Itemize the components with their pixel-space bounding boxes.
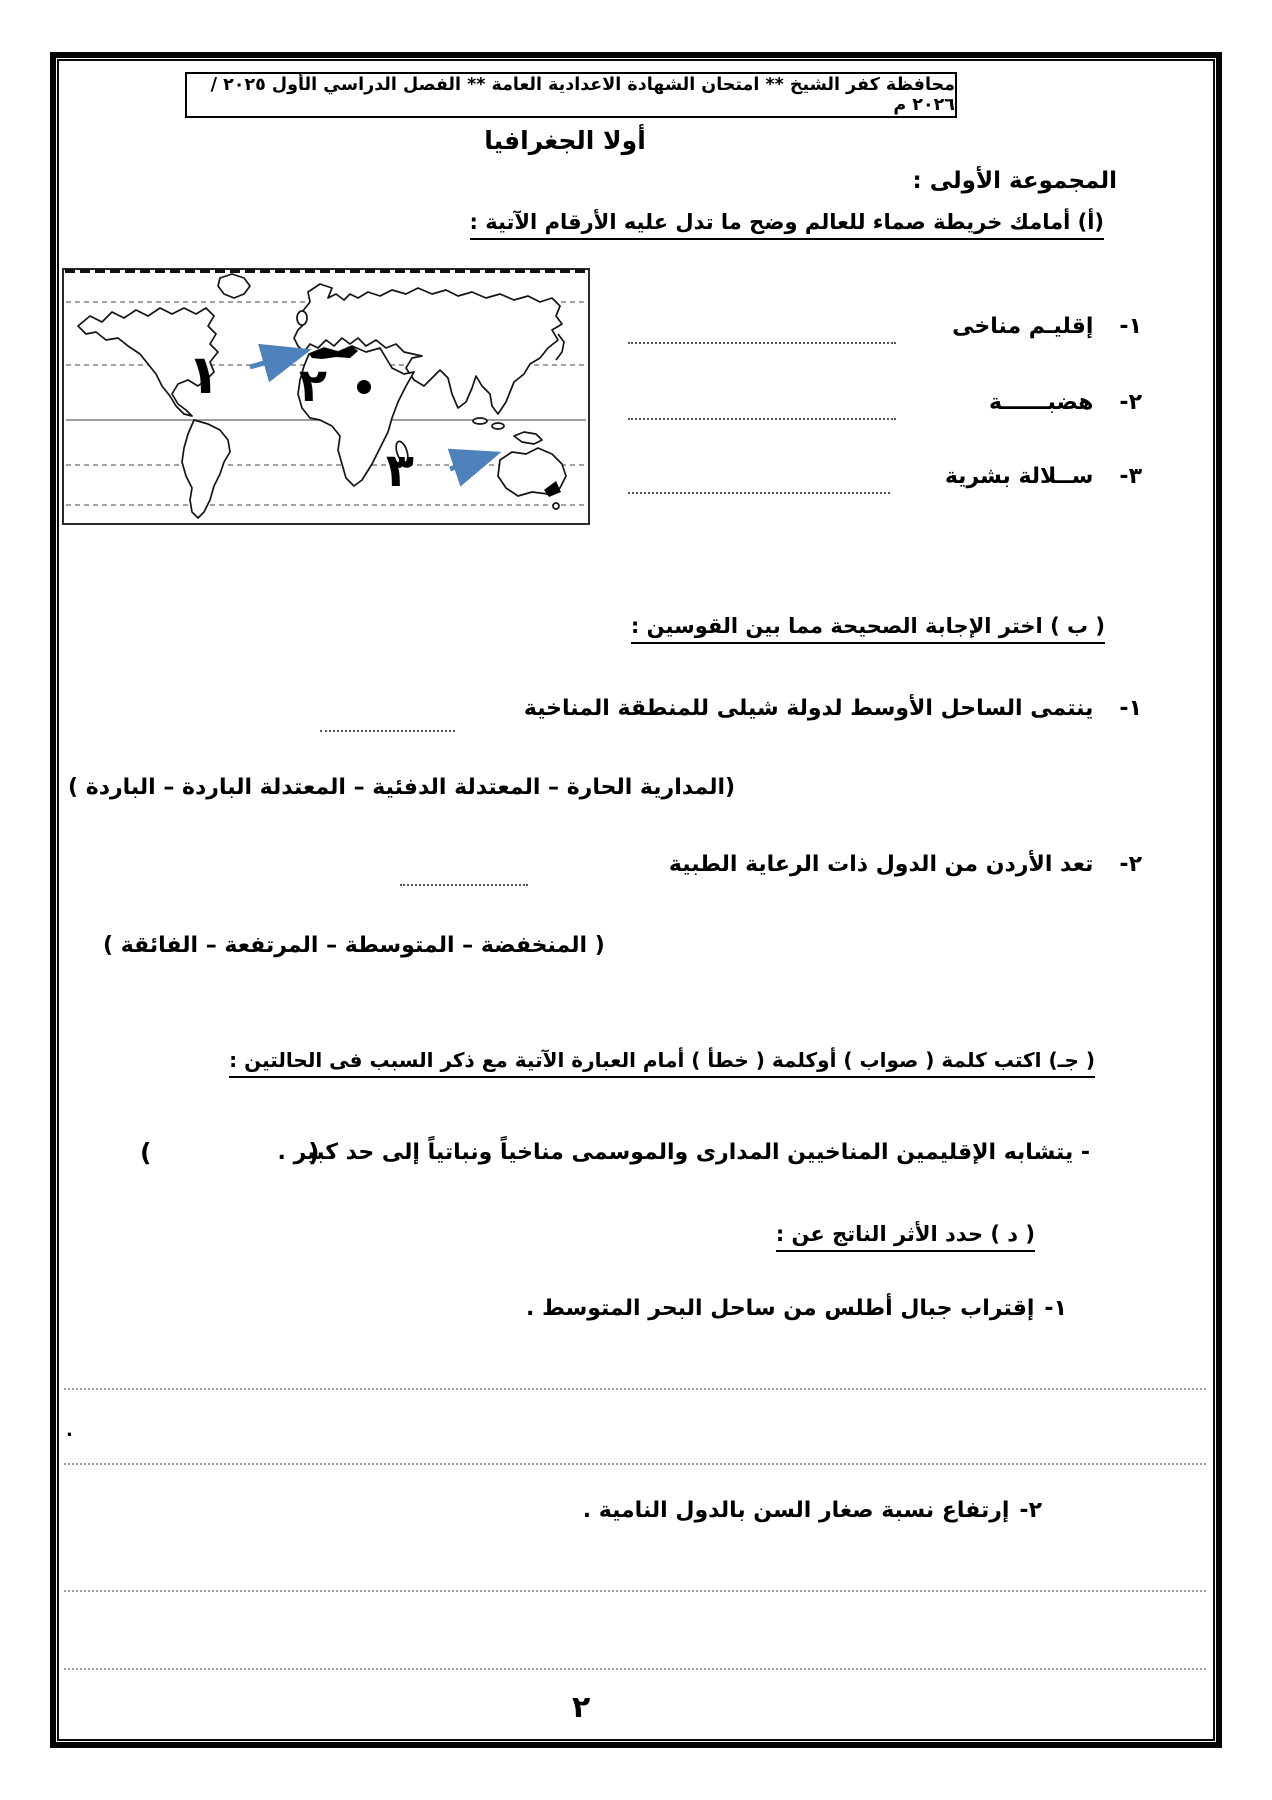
d-answer-line-2 [64,1463,1206,1465]
a-item-3-label: ســلالة بشرية [944,464,1094,489]
map-marker-3: ٣ [385,443,414,497]
b-question-2-options: ( المنخفضة – المتوسطة – المرتفعة – الفائقة ) [103,933,605,958]
map-marker-2: ٢ [298,358,327,412]
page-number: ٢ [572,1690,591,1725]
exam-header-text: محافظة كفر الشيخ ** امتحان الشهادة الاعدادية العامة ** الفصل الدراسي الأول ٢٠٢٥ / ٢٠٢٦ م [210,75,955,115]
d-answer-line-1 [64,1388,1206,1390]
a-item-1-num: ١- [1119,314,1142,339]
d-question-1-num: ١- [1044,1296,1067,1321]
uk-island [297,311,307,325]
d-question-1-text: إقتراب جبال أطلس من ساحل البحر المتوسط . [526,1296,1035,1321]
b-question-2-num: ٢- [1119,852,1142,877]
b-question-1-answer-blank [320,712,455,732]
b-question-2-text: تعد الأردن من الدول ذات الرعاية الطبية [668,852,1094,877]
c-answer-brackets: ( ) [140,1138,320,1167]
b-question-1-num: ١- [1119,696,1142,721]
stray-period: . [66,1420,73,1441]
a-item-3 [945,464,1142,489]
d-answer-line-4 [64,1668,1206,1670]
section-b-heading: ( ب ) اختر الإجابة الصحيحة مما بين القوسين : [631,614,1105,644]
exam-header-box [185,72,957,118]
a-item-1-answer-blank [628,324,896,344]
section-a-heading: (أ) أمامك خريطة صماء للعالم وضح ما تدل عليه الأرقام الآتية : [470,210,1104,240]
b-question-1-options: (المدارية الحارة – المعتدلة الدفئية – المعتدلة الباردة – الباردة ) [68,775,736,800]
a-item-2 [989,390,1142,415]
d-question-1 [526,1296,1067,1321]
a-item-2-num: ٢- [1119,390,1142,415]
map-location-dot [357,380,371,394]
a-item-2-answer-blank [628,400,896,420]
b-question-1-text: ينتمى الساحل الأوسط لدولة شيلى للمنطقة المناخية [523,696,1094,721]
world-map [62,268,590,525]
b-question-2 [669,852,1142,877]
a-item-1 [952,314,1142,339]
indonesia-island-2 [492,423,504,429]
d-answer-line-3 [64,1590,1206,1592]
indonesia-island-1 [473,418,487,424]
a-item-3-answer-blank [628,474,890,494]
section-c-heading: ( جـ) اكتب كلمة ( صواب ) أوكلمة ( خطأ ) أمام العبارة الآتية مع ذكر السبب فى الحالتين : [229,1048,1095,1078]
b-question-1 [524,696,1142,721]
a-item-3-num: ٣- [1119,464,1142,489]
c-statement: - يتشابه الإقليمين المناخيين المدارى والموسمى مناخياً ونباتياً إلى حد كبير . [277,1140,1090,1165]
b-question-2-answer-blank [400,866,528,886]
map-marker-1: ١ [187,343,220,406]
subject-title: أولا الجغرافيا [484,126,646,155]
d-question-2-num: ٢- [1019,1498,1042,1523]
a-item-2-label: هضبــــــة [989,390,1094,415]
tasmania-island [553,503,559,509]
a-item-1-label: إقليـم مناخى [952,314,1094,339]
section-d-heading: ( د ) حدد الأثر الناتج عن : [776,1222,1035,1252]
d-question-2-text: إرتفاع نسبة صغار السن بالدول النامية . [582,1498,1010,1523]
group-title: المجموعة الأولى : [912,168,1117,194]
d-question-2 [583,1498,1042,1523]
